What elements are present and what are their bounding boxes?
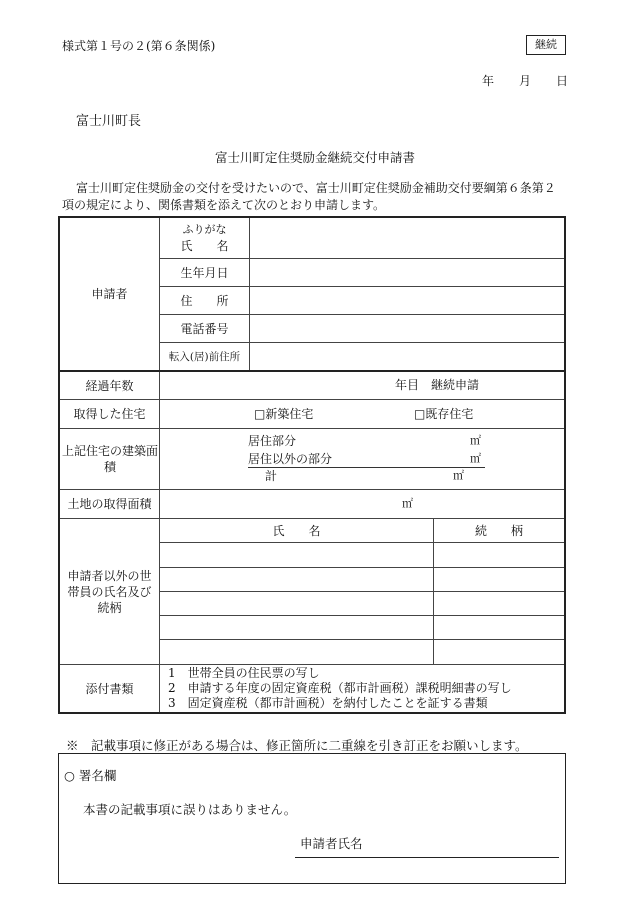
declaration-text: 本書の記載事項に誤りはありません。 (83, 802, 297, 817)
non-residential-row (248, 450, 485, 468)
intro-paragraph (62, 180, 567, 214)
signature-box (58, 753, 566, 884)
divider (159, 542, 564, 543)
divider (159, 615, 564, 616)
applicant-section-label: 申請者 (91, 287, 128, 301)
date-day-label: 日 (556, 74, 569, 88)
building-area-label: 上記住宅の建築面積 (62, 444, 159, 474)
addressee: 富士川町長 (76, 114, 142, 129)
divider (159, 591, 564, 592)
date-month-label: 月 (519, 74, 532, 88)
phone-field[interactable] (250, 315, 564, 342)
continuation-badge: 継続 (526, 35, 566, 55)
intro-line-2: 項の規定により、関係書類を添えて次のとおり申請します。 (62, 198, 386, 212)
total-label: 計 (265, 469, 278, 483)
correction-note: ※ 記載事項に修正がある場合は、修正箇所に二重線を引き訂正をお願いします。 (66, 738, 528, 753)
name-label (160, 218, 249, 258)
household-label: 申請者以外の世帯員の氏名及び続柄 (67, 568, 152, 615)
previous-address-label: 転入(居)前住所 (168, 350, 241, 363)
used-house-checkbox[interactable]: □既存住宅 (414, 407, 474, 421)
non-residential-label: 居住以外の部分 (248, 452, 333, 466)
date-year-label: 年 (482, 74, 495, 88)
non-residential-unit: ㎡ (470, 452, 481, 465)
birthdate-field[interactable] (250, 259, 564, 286)
new-house-checkbox[interactable]: □新築住宅 (254, 407, 314, 421)
address-field[interactable] (250, 287, 564, 314)
application-table (58, 216, 566, 714)
housing-label: 取得した住宅 (73, 407, 146, 421)
furigana-label: ふりがな (182, 223, 227, 236)
form-number: 様式第１号の２(第６条関係) (62, 39, 216, 53)
land-area-unit: ㎡ (402, 497, 413, 510)
residential-unit: ㎡ (470, 434, 481, 447)
divider (159, 567, 564, 568)
phone-label: 電話番号 (180, 321, 229, 336)
attachment-item-1: 1 世帯全員の住民票の写し (168, 666, 320, 680)
document-title: 富士川町定住奨励金継続交付申請書 (214, 150, 415, 165)
divider (159, 639, 564, 640)
land-area-label: 土地の取得面積 (67, 497, 152, 511)
years-value[interactable]: 年目 継続申請 (395, 378, 480, 392)
address-label: 住 所 (180, 293, 229, 308)
household-relation-header: 続 柄 (474, 523, 523, 538)
attachment-item-3: 3 固定資産税（都市計画税）を納付したことを証する書類 (168, 696, 488, 710)
attachments-label: 添付書類 (85, 681, 134, 696)
signature-line[interactable] (295, 857, 559, 858)
birthdate-label: 生年月日 (180, 265, 229, 280)
applicant-name-label: 申請者氏名 (300, 836, 363, 851)
signature-heading: ○ 署名欄 (64, 768, 117, 783)
total-unit: ㎡ (453, 469, 464, 482)
name-field[interactable] (250, 218, 564, 258)
previous-address-field[interactable] (250, 343, 564, 370)
household-name-header: 氏 名 (272, 523, 321, 538)
intro-line-1: 富士川町定住奨励金の交付を受けたいので、富士川町定住奨励金補助交付要綱第６条第２ (76, 181, 556, 195)
name-text: 氏 名 (180, 239, 229, 253)
residential-label: 居住部分 (248, 434, 297, 448)
years-label: 経過年数 (85, 378, 134, 393)
attachment-item-2: 2 申請する年度の固定資産税（都市計画税）課税明細書の写し (168, 681, 512, 695)
